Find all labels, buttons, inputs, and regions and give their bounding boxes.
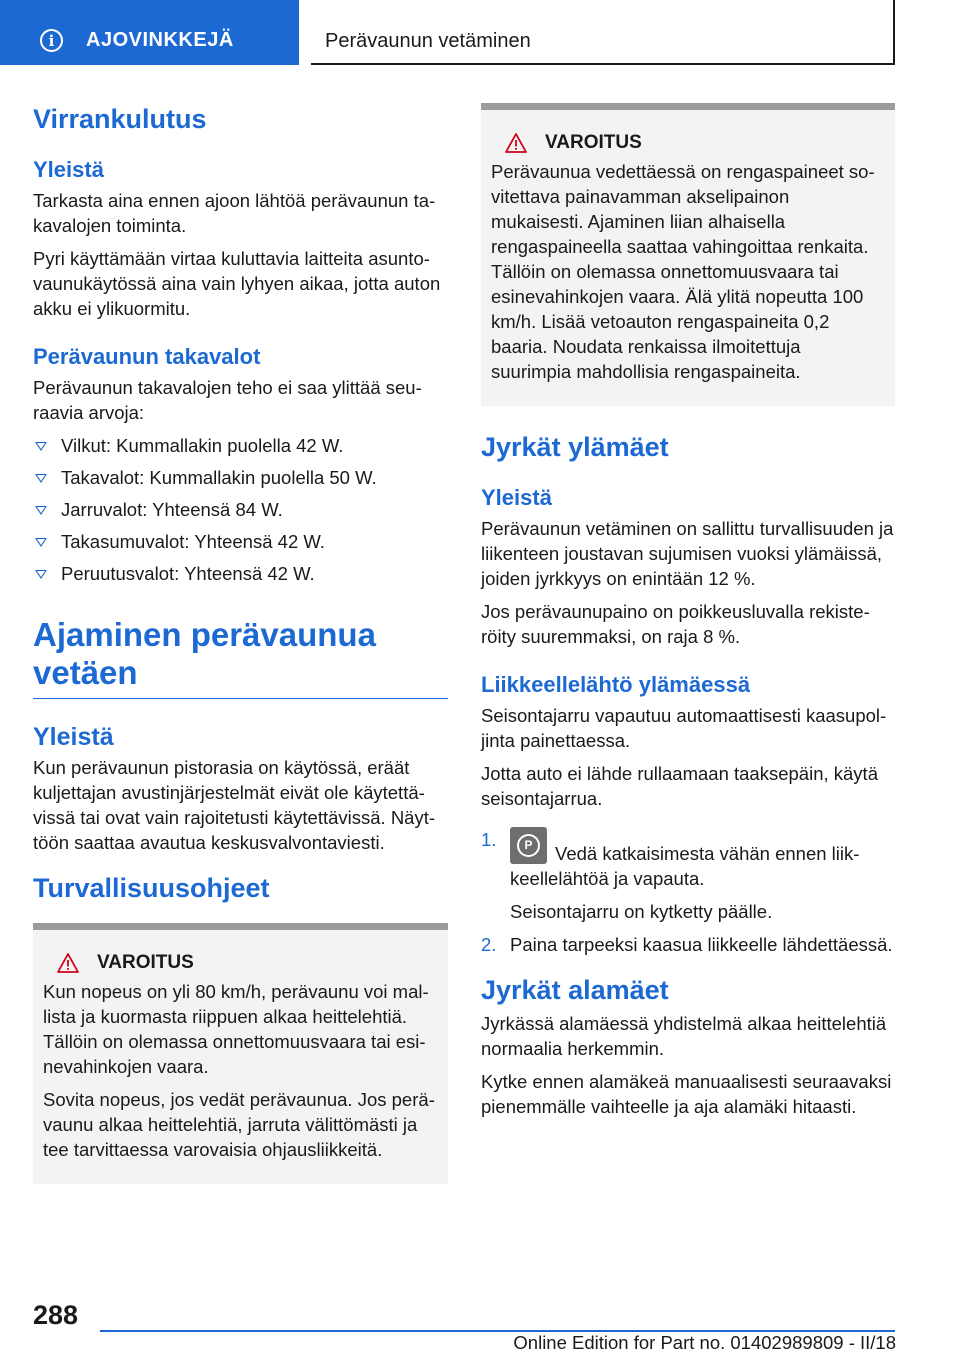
takavalot-list <box>33 433 448 586</box>
left-column <box>33 104 448 1184</box>
list-item: Takavalot: Kummallakin puolella 50 W. <box>33 465 448 490</box>
heading-jyrkat-alamaet: Jyrkät alamäet <box>481 975 669 1005</box>
header-topic-label: Perävaunun vetäminen <box>325 30 531 52</box>
warning-title: VAROITUS <box>43 950 436 975</box>
paragraph: Jyrkässä alamäessä yhdistelmä alkaa heittelehtiä normaalia herkemmin. <box>481 1013 887 1059</box>
list-item: Peruutusvalot: Yhteensä 42 W. <box>33 561 448 586</box>
warning-box <box>33 923 448 1184</box>
step-number: 1. <box>481 829 497 850</box>
parking-brake-switch-icon: P <box>510 827 547 864</box>
triangle-bullet-icon <box>35 474 47 483</box>
step-number: 2. <box>481 934 497 955</box>
info-icon: i <box>40 29 63 52</box>
list-item: 2. Paina tarpeeksi kaasua liikkeelle lähdettäessä. <box>481 934 893 955</box>
warning-box <box>481 103 895 406</box>
header-section-tab <box>0 0 299 65</box>
heading-peravaunun-takavalot: Perävaunun takavalot <box>33 344 261 369</box>
paragraph: Jotta auto ei lähde rullaamaan taaksepäin, käytä seisontajarrua. <box>481 763 878 809</box>
heading-yleista-2: Yleistä <box>33 723 114 751</box>
warning-triangle-icon <box>57 953 79 973</box>
heading-virrankulutus: Virrankulutus <box>33 104 207 134</box>
paragraph: Pyri käyttämään virtaa kuluttavia laitteita asuntovaunukäytössä aina vain lyhyen aikaa, jotta auton akku ei ylikuormitu. <box>33 248 441 319</box>
paragraph: Perävaunun vetäminen on sallittu turvallisuuden ja liikenteen joustavan sujumisen vuoksi ylämäissä, joiden jyrkkyys on enintään 12 %. <box>481 518 894 589</box>
header-topic <box>311 0 895 65</box>
paragraph: Perävaunun takavalojen teho ei saa ylittää seuraavia arvoja: <box>33 377 422 423</box>
heading-liikkeellelahto: Liikkeellelähtö ylämäessä <box>481 672 751 697</box>
list-item: Vilkut: Kummallakin puolella 42 W. <box>33 433 448 458</box>
list-item: 1. P Vedä katkaisimesta vähän ennen liikkeellelähtöä ja vapauta. Seisontajarru on kytketty päälle. <box>481 827 895 924</box>
paragraph: Perävaunua vedettäessä on rengaspaineet sovitettava painavamman akselipainon mukaisesti. Ajaminen liian alhaisella rengaspaineella saattaa vahingoittaa renkaita. Tällöin on olemassa onnettomuusvaara tai esinevahinkojen vaara. Älä ylitä nopeutta 100 km/h. Lisää vetoauton rengaspaineita 0,2 baaria. Noudata renkaissa ilmoitettuja suurimpia mahdollisia rengaspaineita. <box>491 161 875 382</box>
heading-jyrkat-ylamaet: Jyrkät ylämäet <box>481 432 669 462</box>
triangle-bullet-icon <box>35 538 47 547</box>
step-result: Seisontajarru on kytketty päälle. <box>510 901 773 922</box>
paragraph: Jos perävaunupaino on poikkeusluvalla rekisteröity suuremmaksi, on raja 8 %. <box>481 601 870 647</box>
list-item: Jarruvalot: Yhteensä 84 W. <box>33 497 448 522</box>
steps-list <box>481 827 895 957</box>
footer-edition: Online Edition for Part no. 01402989809 - II/18 <box>513 1332 896 1353</box>
heading-yleista-1: Yleistä <box>33 157 104 182</box>
page-number: 288 <box>33 1300 79 1330</box>
paragraph: Kytke ennen alamäkeä manuaalisesti seuraavaksi pienemmälle vaihteelle ja aja alamäki hitaasti. <box>481 1071 892 1117</box>
warning-triangle-icon <box>505 133 527 153</box>
heading-ajaminen-peravaunua-vetaen: Ajaminen perävaunua vetäen <box>33 616 376 691</box>
triangle-bullet-icon <box>35 570 47 579</box>
list-item: Takasumuvalot: Yhteensä 42 W. <box>33 529 448 554</box>
paragraph: Seisontajarru vapautuu automaattisesti kaasupoljinta painettaessa. <box>481 705 887 751</box>
right-column <box>481 103 895 1127</box>
paragraph: Tarkasta aina ennen ajoon lähtöä perävaunun takavalojen toiminta. <box>33 190 436 236</box>
triangle-bullet-icon <box>35 506 47 515</box>
warning-title: VAROITUS <box>491 130 883 155</box>
heading-rule <box>33 698 448 699</box>
paragraph: Sovita nopeus, jos vedät perävaunua. Jos perävaunu alkaa heittelehtiä, jarruta välittömästi ja tee tarvittaessa varovaisia ohjausliikkeitä. <box>43 1089 435 1160</box>
paragraph: Kun perävaunun pistorasia on käytössä, eräät kuljettajan avustinjärjestelmät eivät ole käytettävissä tai ovat vain rajoitetusti käytettävissä. Näyttöön saattaa avautua keskusvalvontaviesti. <box>33 757 436 853</box>
triangle-bullet-icon <box>35 442 47 451</box>
header-section-label: AJOVINKKEJÄ <box>86 29 234 51</box>
paragraph: Kun nopeus on yli 80 km/h, perävaunu voi mallista ja kuormasta riippuen alkaa heittelehtiä. Tällöin on olemassa onnettomuusvaara tai esinevahinkojen vaara. <box>43 981 429 1077</box>
heading-yleista-3: Yleistä <box>481 485 552 510</box>
heading-turvallisuusohjeet: Turvallisuusohjeet <box>33 873 270 903</box>
